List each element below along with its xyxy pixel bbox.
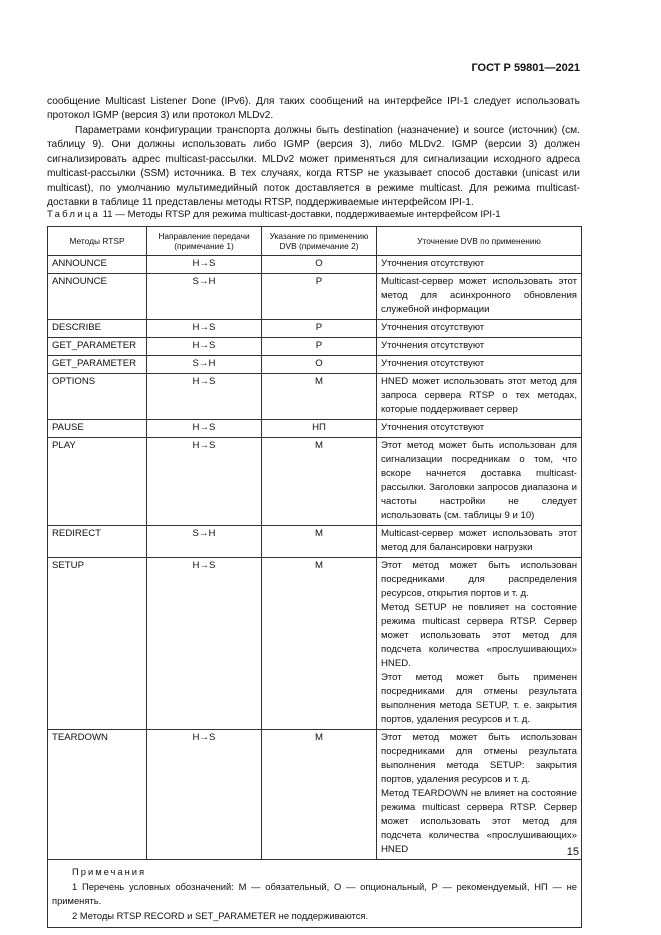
paragraph-1: сообщение Multicast Listener Done (IPv6). Для таких сообщений на интерфейсе IPI-1 следует использовать протокол IGMP (версия 3) или протокол MLDv2. (47, 96, 580, 122)
cell-direction: S→H (147, 526, 262, 558)
cell-direction: H→S (147, 558, 262, 730)
table-row (48, 420, 582, 438)
cell-note: Уточнения отсутствуют (377, 320, 582, 338)
cell-method: GET_PARAMETER (48, 356, 147, 374)
cell-note: Уточнения отсутствуют (377, 338, 582, 356)
table-row (48, 526, 582, 558)
cell-usage: O (262, 356, 377, 374)
cell-direction: S→H (147, 356, 262, 374)
table-row (48, 274, 582, 320)
table-row (48, 374, 582, 420)
table-header-row (48, 227, 582, 256)
header-direction: Направление передачи (примечание 1) (147, 227, 262, 256)
cell-note: Этот метод может быть использован посредниками для распределения ресурсов, открытия портов и т. д. Метод SETUP не повлияет на состояние режима multicast сервера RTSP. Сервер может использовать этот метод для подсчета количества «прослушивающих» HNED. Этот метод может быть применен посредниками для отмены результата выполнения метода SETUP, т. е. закрытия портов, удаления ресурсов и т. д. (377, 558, 582, 730)
cell-note: Уточнения отсутствуют (377, 256, 582, 274)
cell-note: Этот метод может быть использован для сигнализации посредникам о том, что вскоре начнется доставка multicast-рассылки. Заголовки запросов диапазона и частоты настройки не следует использовать (см. таблицы 9 и 10) (377, 438, 582, 526)
cell-note: Multicast-сервер может использовать этот метод для балансировки нагрузки (377, 526, 582, 558)
page-number: 15 (566, 846, 579, 858)
cell-usage: M (262, 438, 377, 526)
rtsp-methods-table (47, 226, 582, 928)
table-row (48, 356, 582, 374)
header-note: Уточнение DVB по применению (377, 227, 582, 256)
cell-direction: H→S (147, 256, 262, 274)
cell-method: PAUSE (48, 420, 147, 438)
table-caption-prefix: Таблица (47, 209, 101, 220)
table-row (48, 256, 582, 274)
cell-note: Уточнения отсутствуют (377, 420, 582, 438)
table-caption (47, 209, 501, 220)
paragraph-2: Параметрами конфигурации транспорта должны быть destination (назначение) и source (источник) (см. таблицу 9). Они должны использовать либо IGMP (версия 3), либо MLDv2. IGMP (версии 3) должен сигнализировать адрес multicast-рассылки. MLDv2 может применяться для сигнализации исходного адреса multicast-рассылки (SSM) источника. В тех случаях, когда RTSP не указывает способ доставки (unicast или multicast), по умолчанию мультимедийный поток доставляется в режиме multicast. Для режима multicast-доставки в таблице 11 представлены методы RTSP, поддерживаемые интерфейсом IPI-1. (47, 125, 580, 209)
table-row (48, 338, 582, 356)
cell-note: HNED может использовать этот метод для запроса сервера RTSP о тех методах, которые поддерживает сервер (377, 374, 582, 420)
cell-note: Уточнения отсутствуют (377, 356, 582, 374)
table-row (48, 438, 582, 526)
cell-method: SETUP (48, 558, 147, 730)
table-caption-text: 11 — Методы RTSP для режима multicast-доставки, поддерживаемые интерфейсом IPI-1 (100, 209, 501, 220)
cell-method: TEARDOWN (48, 730, 147, 860)
note-2: 2 Методы RTSP RECORD и SET_PARAMETER не поддерживаются. (72, 909, 369, 921)
document-header: ГОСТ Р 59801—2021 (471, 62, 580, 74)
cell-usage: P (262, 338, 377, 356)
cell-direction: H→S (147, 420, 262, 438)
cell-usage: M (262, 730, 377, 860)
cell-method: GET_PARAMETER (48, 338, 147, 356)
cell-direction: H→S (147, 338, 262, 356)
cell-usage: O (262, 256, 377, 274)
cell-usage: P (262, 274, 377, 320)
cell-method: REDIRECT (48, 526, 147, 558)
table-row (48, 730, 582, 860)
table-row (48, 320, 582, 338)
cell-direction: H→S (147, 730, 262, 860)
cell-method: PLAY (48, 438, 147, 526)
cell-direction: S→H (147, 274, 262, 320)
cell-usage: M (262, 526, 377, 558)
cell-method: DESCRIBE (48, 320, 147, 338)
table-notes-row (48, 860, 582, 928)
cell-usage: M (262, 374, 377, 420)
notes-heading: Примечания (72, 866, 147, 877)
note-1: 1 Перечень условных обозначений: M — обязательный, O — опциональный, P — рекомендуемый, НП — не применять. (52, 880, 577, 906)
cell-usage: M (262, 558, 377, 730)
cell-note: Multicast-сервер может использовать этот метод для асинхронного обновления служебной информации (377, 274, 582, 320)
table-notes (48, 860, 582, 928)
header-methods: Методы RTSP (48, 227, 147, 256)
cell-method: ANNOUNCE (48, 274, 147, 320)
cell-direction: H→S (147, 374, 262, 420)
cell-direction: H→S (147, 320, 262, 338)
cell-method: ANNOUNCE (48, 256, 147, 274)
cell-usage: P (262, 320, 377, 338)
table-row (48, 558, 582, 730)
cell-method: OPTIONS (48, 374, 147, 420)
cell-usage: НП (262, 420, 377, 438)
cell-direction: H→S (147, 438, 262, 526)
cell-note: Этот метод может быть использован посредниками для отмены результата выполнения метода SETUP: закрытия портов, удаления ресурсов и т. д. Метод TEARDOWN не влияет на состояние режима multicast сервера RTSP. Сервер может использовать этот метод для подсчета количества «прослушивающих» HNED (377, 730, 582, 860)
header-usage: Указание по применению DVB (примечание 2) (262, 227, 377, 256)
